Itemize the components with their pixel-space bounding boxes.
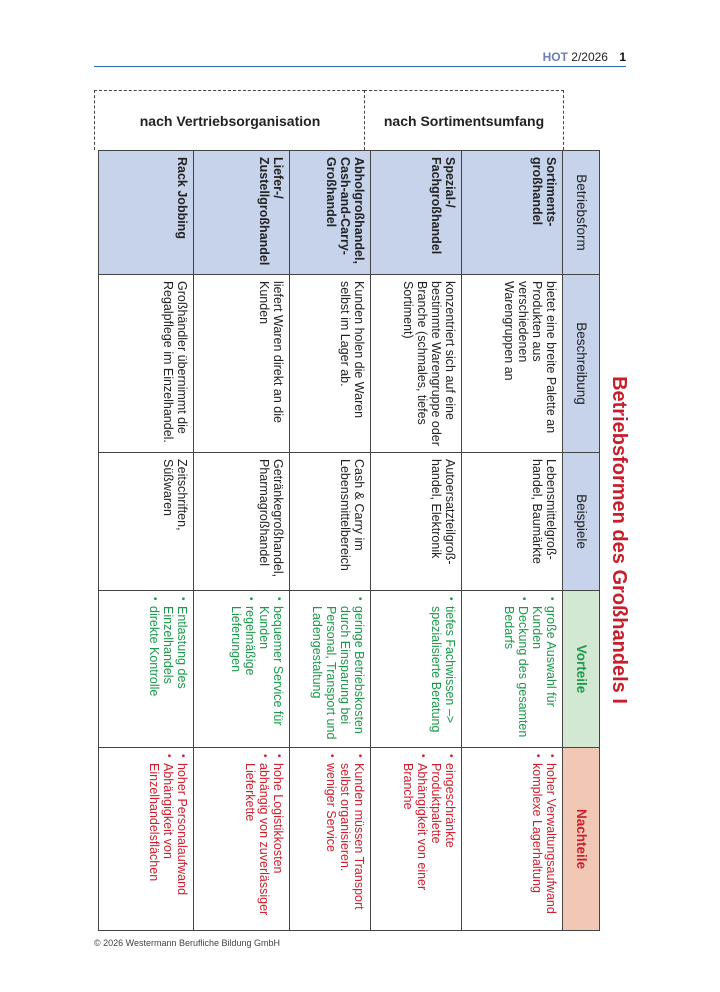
con-item: • Abhängigkeit von Einzelhandelsflächen [147,754,175,924]
issue-number: 2/2026 [571,50,608,64]
group-vertriebsorganisation: nach Vertriebsorganisation [94,90,365,150]
cell-pros [290,591,371,748]
con-item: • hoher Verwaltungsaufwand [544,754,558,924]
cell-form: Liefer-/ Zustellgroßhandel [194,151,290,275]
cell-form: Spezial-/ Fachgroßhandel [371,151,462,275]
table-row [462,151,563,931]
cell-form: Rack Jobbing [99,151,194,275]
cell-description: liefert Waren direkt an die Kunden [194,275,290,453]
group-sortimentsumfang: nach Sortimentsumfang [364,90,564,150]
cell-pros [462,591,563,748]
table-row [194,151,290,931]
cell-cons [194,748,290,931]
table-row [99,151,194,931]
cell-form: Abholgroßhandel, Cash-and-Carry-Großhandel [290,151,371,275]
issue-label [543,50,626,64]
rotated-table-block [94,150,639,930]
cell-pros [99,591,194,748]
con-item: • abhängig von zuverlässiger Lieferkette [243,754,271,924]
cell-description: konzentriert sich auf eine bestimmte Warengruppe oder Branche (schmales, tiefes Sortiment) [371,275,462,453]
cell-cons [99,748,194,931]
page-header [94,50,626,67]
con-item: • hohe Logistikkosten [271,754,285,924]
cell-examples: Cash & Carry im Lebensmittelbereich [290,453,371,591]
table-header-row [563,151,600,931]
con-item: • weniger Service [324,754,338,924]
con-item: • hoher Personalaufwand [175,754,189,924]
page-number: 1 [619,50,626,64]
pro-item: • bequemer Service für Kunden [257,597,285,741]
cell-description: bietet eine breite Palette an Produkten aus verschiedenen Warengruppen an [462,275,563,453]
cell-description: Großhändler übernimmt die Regalpflege im Einzelhandel. [99,275,194,453]
pro-item: • regelmäßige Lieferungen [229,597,257,741]
cell-pros [194,591,290,748]
col-header-beispiele: Beispiele [563,453,600,591]
con-item: • Kunden müssen Transport selbst organisieren. [338,754,366,924]
cell-pros [371,591,462,748]
cell-examples: Autoersatzteilgroß-handel, Elektronik [371,453,462,591]
cell-cons [462,748,563,931]
col-header-beschreibung: Beschreibung [563,275,600,453]
col-header-nachteile: Nachteile [563,748,600,931]
copyright-footer: © 2026 Westermann Berufliche Bildung GmbH [94,938,281,948]
pro-item: • große Auswahl für Kunden [530,597,558,741]
cell-description: Kunden holen die Waren selbst im Lager ab. [290,275,371,453]
cell-examples: Getränkegroßhandel, Pharmagroßhandel [194,453,290,591]
con-item: • eingeschränkte Produktpalette [429,754,457,924]
cell-examples: Zeitschriften, Süßwaren [99,453,194,591]
cell-form: Sortiments-großhandel [462,151,563,275]
pro-item: • geringe Betriebskosten durch Einsparung bei Personal, Transport und Ladengestaltung [310,597,366,741]
pro-item: • Deckung des gesamten Bedarfs [502,597,530,741]
betriebsformen-table [98,150,600,931]
con-item: • Abhängigkeit von einer Branche [401,754,429,924]
table-row [290,151,371,931]
col-header-vorteile: Vorteile [563,591,600,748]
cell-cons [371,748,462,931]
cell-cons [290,748,371,931]
page-title: Betriebsformen des Großhandels I [608,376,630,704]
col-header-betriebsform: Betriebsform [563,151,600,275]
cell-examples: Lebensmittelgroß-handel, Baumärkte [462,453,563,591]
con-item: • komplexe Lagerhaltung [530,754,544,924]
brand-logo: HOT [542,50,568,64]
table-row [371,151,462,931]
pro-item: • Entlastung des Einzelhandels [161,597,189,741]
pro-item: • tiefes Fachwissen –> spezialisierte Beratung [429,597,457,741]
pro-item: • direkte Kontrolle [147,597,161,741]
